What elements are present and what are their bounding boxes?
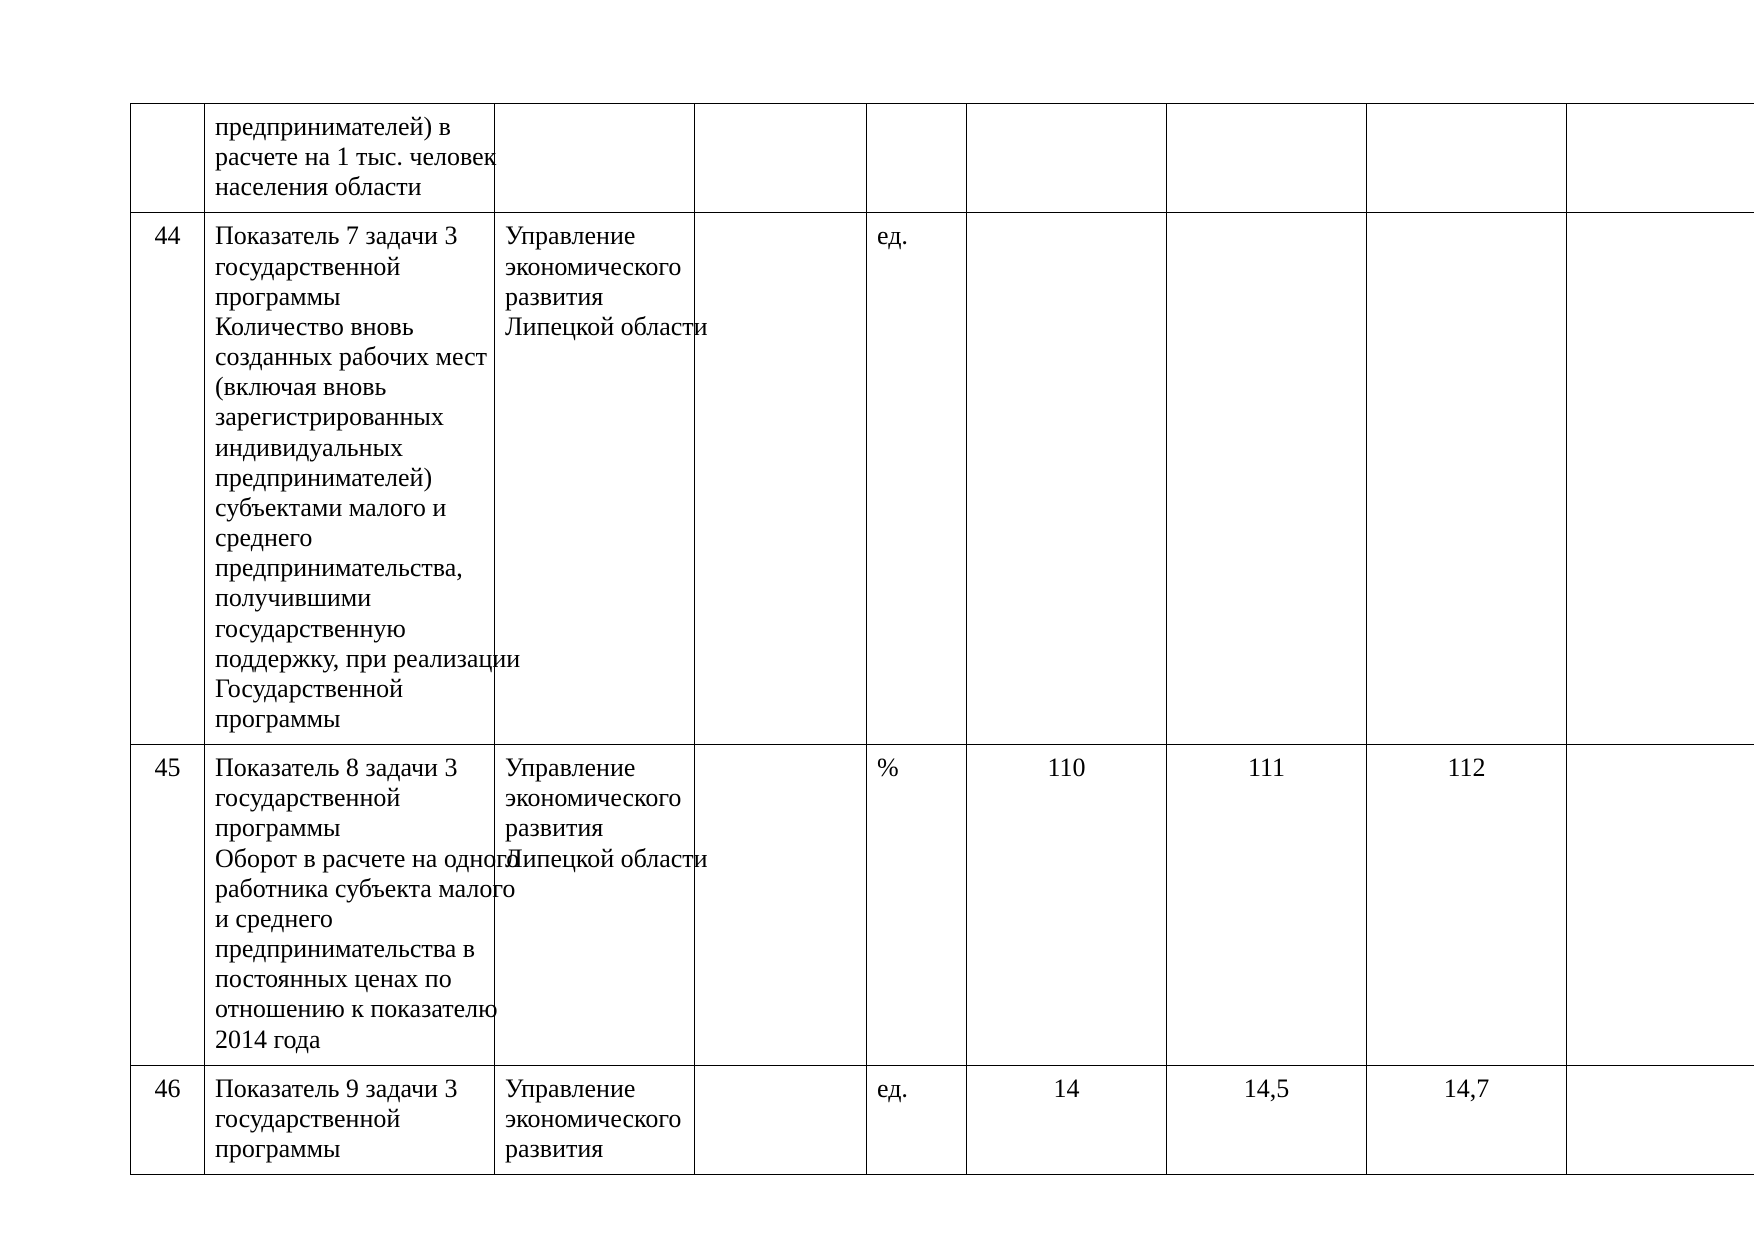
cell-row-number (131, 104, 205, 213)
text-line: 14 (1053, 1073, 1080, 1103)
text-line: программы (215, 813, 341, 843)
text-line: (включая вновь (215, 372, 387, 402)
text-line: предпринимательства в (215, 934, 476, 964)
text-line: развития (505, 1134, 604, 1163)
text-line: созданных рабочих мест (215, 342, 488, 372)
text-line: 44 (154, 221, 181, 251)
cell-value-2 (1167, 213, 1367, 745)
text-line: 45 (154, 753, 181, 783)
text-line: субъектами малого и (215, 492, 447, 522)
text-line: ед. (877, 1073, 908, 1103)
text-line: отношению к показателю (215, 994, 498, 1024)
cell-value-2 (1167, 104, 1367, 213)
cell-value-4 (1567, 104, 1754, 213)
table-row (131, 745, 1754, 1066)
cell-measure-unit (867, 104, 967, 213)
cell-value-3 (1367, 104, 1567, 213)
cell-value-1 (967, 1065, 1167, 1174)
text-line: государственную (215, 613, 406, 643)
cell-row-number (131, 1065, 205, 1174)
text-line: % (877, 753, 899, 783)
text-line: развития (505, 281, 604, 311)
indicator-table (130, 103, 1754, 1175)
cell-value-4 (1567, 1065, 1754, 1174)
cell-responsible-executor (495, 104, 695, 213)
text-line: Управление (505, 1073, 636, 1103)
text-line: Государственной (215, 673, 404, 703)
text-line: Управление (505, 753, 636, 783)
text-line: 2014 года (215, 1024, 321, 1054)
text-line: программы (215, 1134, 341, 1163)
cell-indicator-name (205, 745, 520, 1066)
text-line: Показатель 8 задачи 3 (215, 753, 458, 783)
text-line: 112 (1447, 753, 1486, 783)
text-line: населения области (215, 172, 422, 202)
cell-measure-unit (867, 213, 967, 745)
text-line: Показатель 9 задачи 3 (215, 1073, 458, 1103)
cell-value-1 (967, 104, 1167, 213)
cell-value-4 (1567, 213, 1754, 745)
text-line: предпринимательства, (215, 553, 463, 583)
cell-measure-unit (867, 1065, 967, 1174)
text-line: экономического (505, 251, 682, 281)
text-line: Управление (505, 221, 636, 251)
text-line: предпринимателей) (215, 462, 433, 492)
text-line: и среднего (215, 903, 333, 933)
text-line: Липецкой области (505, 311, 708, 341)
text-line: постоянных ценах по (215, 964, 452, 994)
text-line: работника субъекта малого (215, 873, 516, 903)
text-line: Липецкой области (505, 843, 708, 873)
text-line: Количество вновь (215, 311, 414, 341)
cell-data-source (695, 213, 867, 745)
text-line: получившими (215, 583, 372, 613)
table-body (131, 104, 1754, 1175)
text-line: экономического (505, 783, 682, 813)
cell-data-source (695, 1065, 867, 1174)
text-line: развития (505, 813, 604, 843)
text-line: расчете на 1 тыс. человек (215, 142, 497, 172)
table-row (131, 1065, 1754, 1174)
table-row (131, 213, 1754, 745)
text-line: 111 (1247, 753, 1286, 783)
cell-data-source (695, 745, 867, 1066)
text-line: предпринимателей) в (215, 112, 451, 141)
cell-row-number (131, 213, 205, 745)
text-line: 14,5 (1243, 1073, 1290, 1103)
text-line: ед. (877, 221, 908, 251)
cell-value-3 (1367, 213, 1567, 745)
text-line: среднего (215, 523, 313, 553)
cell-value-3 (1367, 1065, 1567, 1174)
table-row (131, 104, 1754, 213)
cell-value-2 (1167, 745, 1367, 1066)
text-line: экономического (505, 1103, 682, 1133)
cell-indicator-name (205, 1065, 495, 1174)
text-line: индивидуальных (215, 432, 404, 462)
text-line: Показатель 7 задачи 3 (215, 221, 458, 251)
cell-responsible-executor (495, 1065, 695, 1174)
cell-measure-unit (867, 745, 967, 1066)
text-line: 110 (1047, 753, 1086, 783)
text-line: 14,7 (1443, 1073, 1490, 1103)
text-line: программы (215, 703, 341, 733)
text-line: государственной (215, 1103, 401, 1133)
cell-responsible-executor (495, 745, 708, 1066)
text-line: поддержку, при реализации (215, 643, 521, 673)
indicator-table-container (130, 103, 1754, 1175)
cell-value-1 (967, 745, 1167, 1066)
cell-data-source (695, 104, 867, 213)
cell-indicator-name (205, 213, 521, 745)
cell-value-3 (1367, 745, 1567, 1066)
cell-value-1 (967, 213, 1167, 745)
text-line: государственной (215, 251, 401, 281)
cell-value-4 (1567, 745, 1754, 1066)
cell-indicator-name (205, 104, 495, 213)
cell-row-number (131, 745, 205, 1066)
cell-value-2 (1167, 1065, 1367, 1174)
text-line: 46 (154, 1073, 181, 1103)
text-line: программы (215, 281, 341, 311)
cell-responsible-executor (495, 213, 708, 745)
text-line: Оборот в расчете на одного (215, 843, 520, 873)
text-line: государственной (215, 783, 401, 813)
text-line: зарегистрированных (215, 402, 444, 432)
